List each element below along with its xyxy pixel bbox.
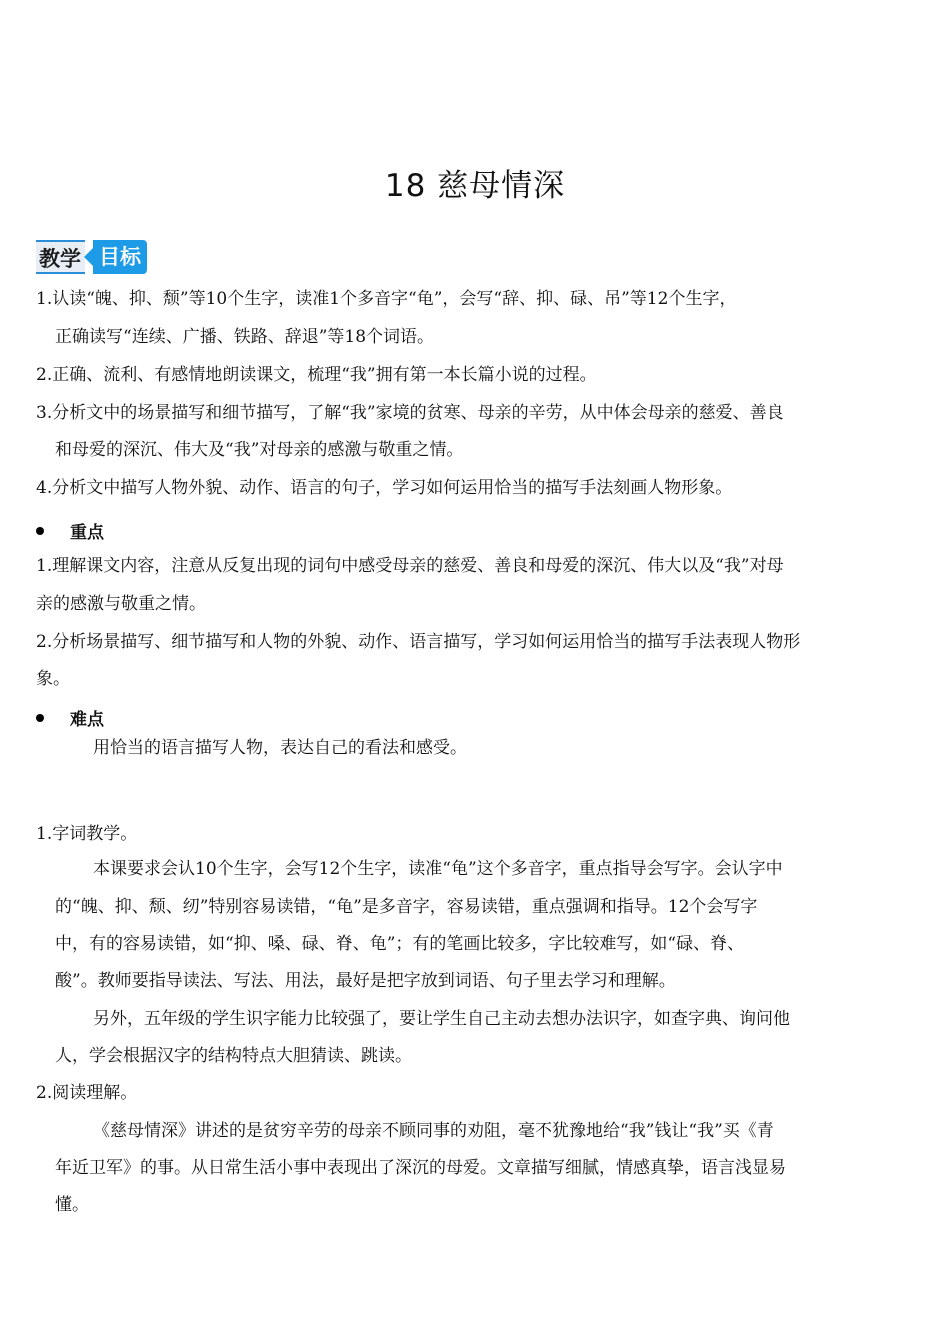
paragraph-line: 本课要求会认10个生字，会写12个生字，读准“龟”这个多音字，重点指导会写字。会认字中 (93, 859, 783, 879)
key-point-line: 2.分析场景描写、细节描写和人物的外貌、动作、语言描写，学习如何运用恰当的描写手法表现人物形 (36, 632, 801, 652)
difficulty-heading: 难点 (36, 705, 104, 730)
page-title: 18 慈母情深 (384, 168, 566, 204)
objective-line: 4.分析文中描写人物外貌、动作、语言的句子，学习如何运用恰当的描写手法刻画人物形象。 (36, 478, 733, 498)
objective-line: 3.分析文中的场景描写和细节描写，了解“我”家境的贫寒、母亲的辛劳，从中体会母亲的慈爱、善良 (36, 403, 784, 423)
paragraph-line: 酸”。教师要指导读法、写法、用法，最好是把字放到词语、句子里去学习和理解。 (55, 971, 676, 991)
key-point-line: 1.理解课文内容，注意从反复出现的词句中感受母亲的慈爱、善良和母爱的深沉、伟大以及“我”对母 (36, 556, 784, 576)
objective-line: 正确读写“连续、广播、铁路、辞退”等18个词语。 (55, 327, 435, 347)
paragraph-line: 另外，五年级的学生识字能力比较强了，要让学生自己主动去想办法识字，如查字典、询问他 (93, 1009, 790, 1029)
paragraph-line: 的“魄、抑、颓、纫”特别容易读错，“龟”是多音字，容易读错，重点强调和指导。12个会写字 (55, 897, 758, 917)
difficulty-text: 用恰当的语言描写人物，表达自己的看法和感受。 (93, 738, 467, 758)
paragraph-line: 中，有的容易读错，如“抑、嗓、碌、脊、龟”；有的笔画比较多，字比较难写，如“碌、脊、 (55, 934, 745, 954)
badge-right-label: 目标 (93, 240, 147, 274)
section-title: 1.字词教学。 (36, 824, 138, 844)
teaching-objectives-badge (36, 240, 147, 274)
badge-left-label: 教学 (36, 240, 85, 274)
objective-line: 1.认读“魄、抑、颓”等10个生字，读准1个多音字“龟”，会写“辞、抑、碌、吊”等12个生字， (36, 289, 737, 309)
bullet-icon (36, 714, 44, 722)
paragraph-line: 懂。 (55, 1195, 89, 1215)
key-points-heading: 重点 (36, 518, 104, 543)
key-point-line: 象。 (36, 669, 70, 689)
paragraph-line: 《慈母情深》讲述的是贫穷辛劳的母亲不顾同事的劝阻，毫不犹豫地给“我”钱让“我”买《青 (93, 1121, 774, 1141)
key-point-line: 亲的感激与敬重之情。 (36, 594, 206, 614)
bullet-icon (36, 527, 44, 535)
badge-arrow-icon (84, 248, 93, 266)
paragraph-line: 人，学会根据汉字的结构特点大胆猜读、跳读。 (55, 1046, 412, 1066)
objective-line: 2.正确、流利、有感情地朗读课文，梳理“我”拥有第一本长篇小说的过程。 (36, 365, 597, 385)
paragraph-line: 年近卫军》的事。从日常生活小事中表现出了深沉的母爱。文章描写细腻，情感真挚，语言浅显易 (55, 1158, 786, 1178)
objective-line: 和母爱的深沉、伟大及“我”对母亲的感激与敬重之情。 (55, 440, 464, 460)
section-title: 2.阅读理解。 (36, 1083, 138, 1103)
